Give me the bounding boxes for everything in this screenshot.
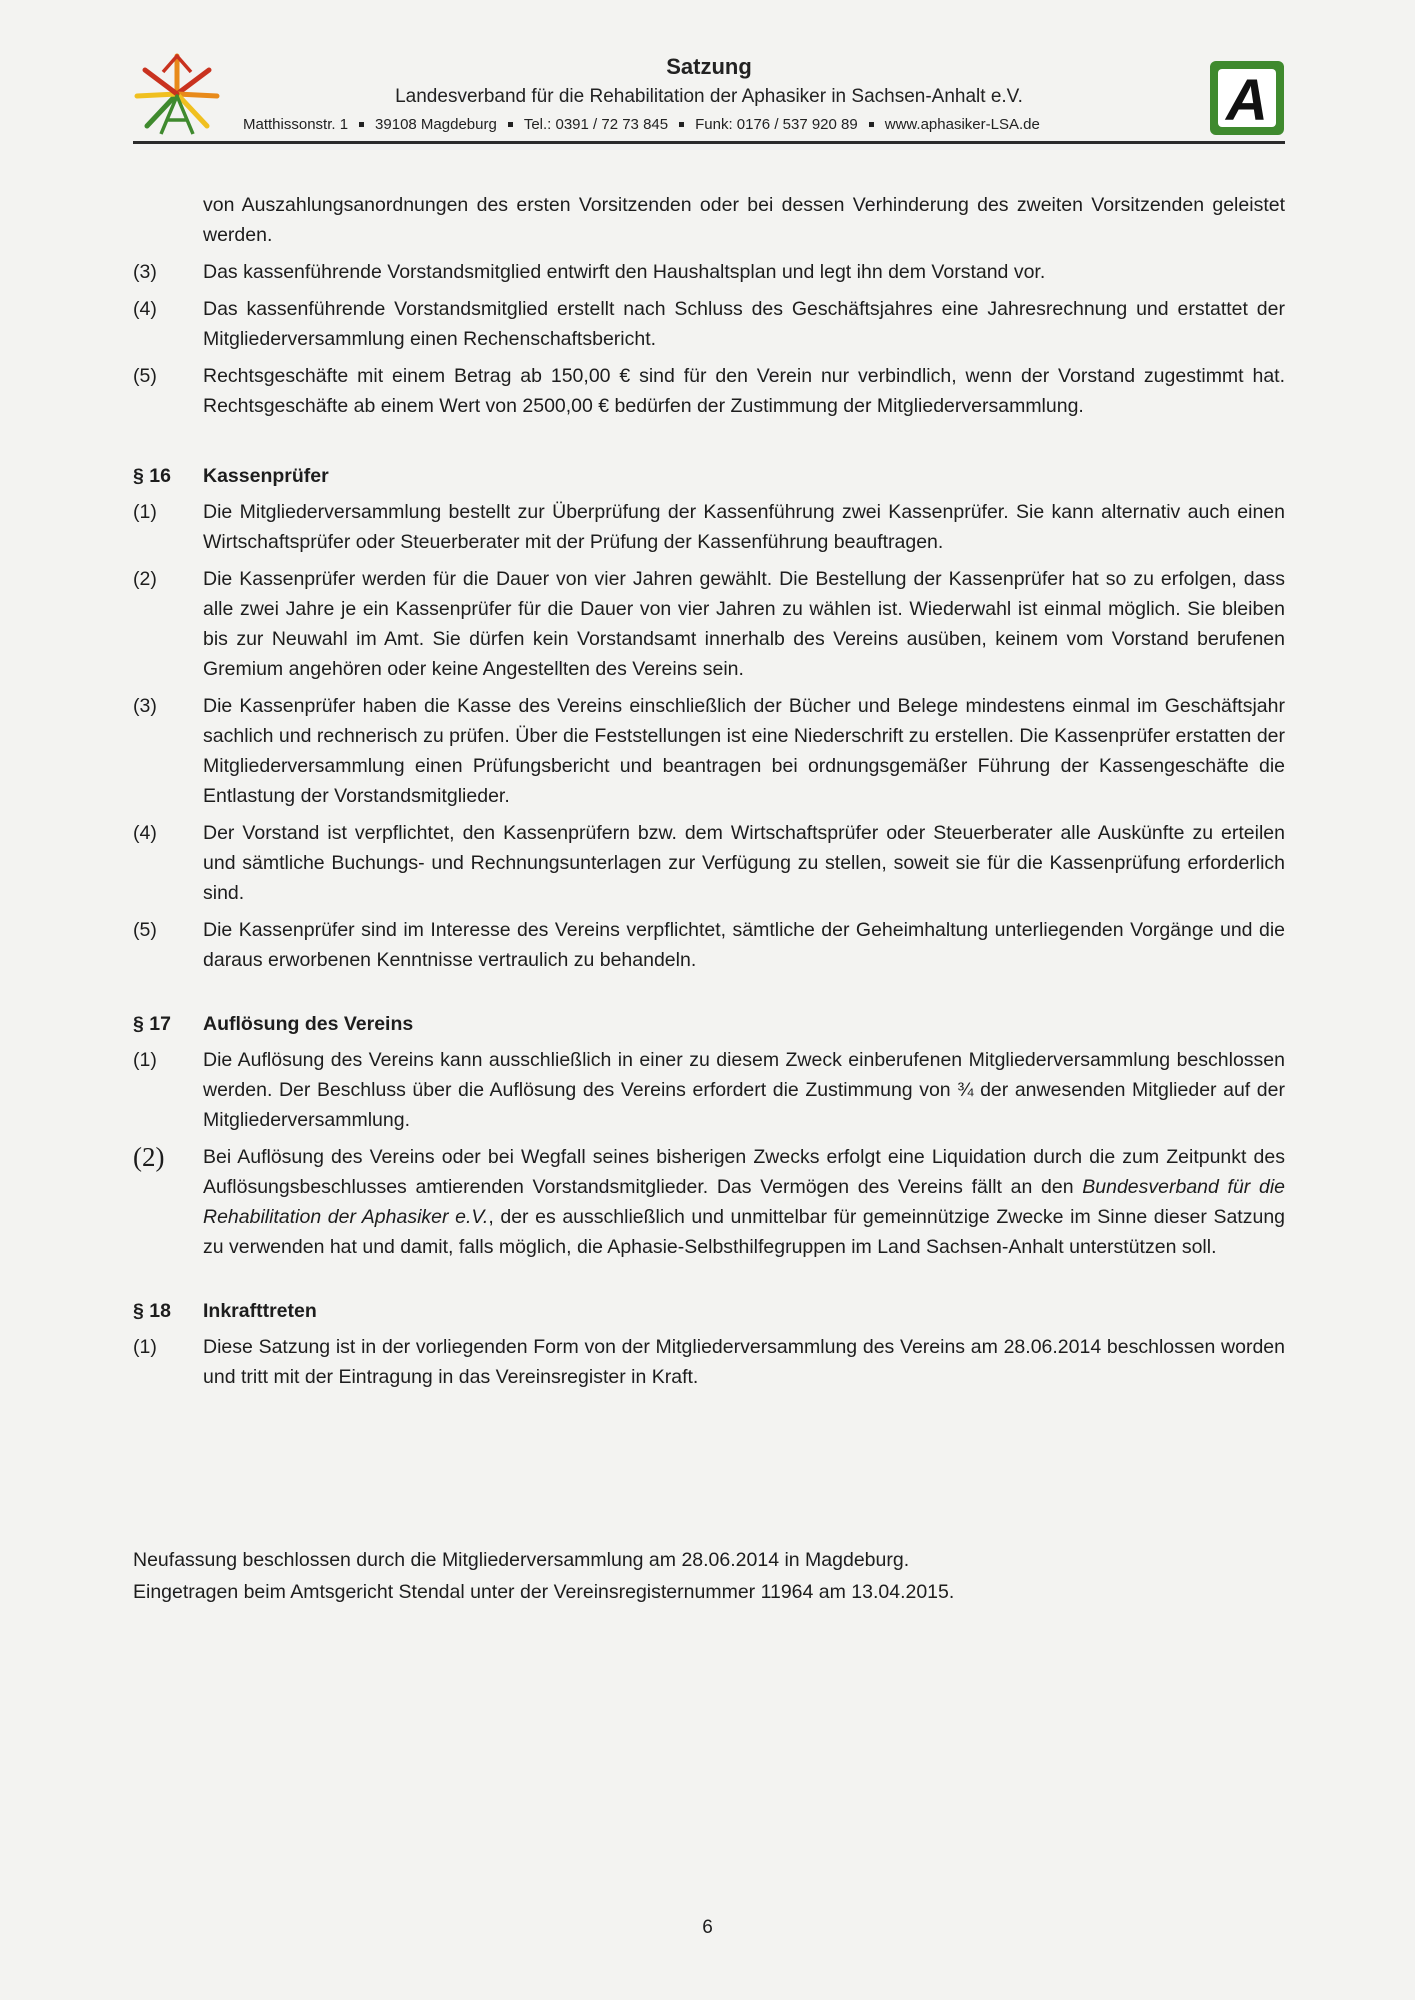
continued-paragraph xyxy=(133,190,1285,250)
item-number: (3) xyxy=(133,695,157,717)
paragraph-text: von Auszahlungsanordnungen des ersten Vorsitzenden oder bei dessen Verhinderung des zweiten Vorsitzenden geleistet werden. xyxy=(203,194,1285,246)
document-title: Satzung xyxy=(666,54,752,79)
item-number: (1) xyxy=(133,1336,157,1358)
page-number: 6 xyxy=(702,1917,713,1938)
item-text: Die Auflösung des Vereins kann ausschließlich in einer zu diesem Zweck einberufenen Mitgliederversammlung beschlossen werden. Der Beschluss über die Auflösung des Vereins erfordert die Zustimmung von ¾ der anwesenden Mitglieder auf der Mitgliederversammlung. xyxy=(203,1049,1285,1131)
paragraph-item xyxy=(133,1045,1285,1135)
item-text: Die Kassenprüfer werden für die Dauer von vier Jahren gewählt. Die Bestellung der Kassenprüfer hat so zu erfolgen, dass alle zwei Jahre je ein Kassenprüfer für die Dauer von vier Jahren zu wählen ist. Wiederwahl ist einmal möglich. Sie bleiben bis zur Neuwahl im Amt. Sie dürfen kein Vorstandsamt innerhalb des Vereins ausüben, keinem vom Vorstand berufenen Gremium angehören oder keine Angestellten des Vereins sein. xyxy=(203,568,1285,680)
section-heading-16 xyxy=(133,461,1285,491)
bullet-separator xyxy=(359,122,364,127)
section-title: Kassenprüfer xyxy=(203,465,329,487)
paragraph-item xyxy=(133,1332,1285,1392)
item-text: Das kassenführende Vorstandsmitglied erstellt nach Schluss des Geschäftsjahres eine Jahresrechnung und erstattet der Mitgliederversammlung einen Rechenschaftsbericht. xyxy=(203,298,1285,350)
logo-letter: A xyxy=(1226,68,1268,133)
registration-line: Eingetragen beim Amtsgericht Stendal unter der Vereinsregisternummer 11964 am 13.04.2015. xyxy=(133,1581,955,1603)
association-name: Landesverband für die Rehabilitation der Aphasiker in Sachsen-Anhalt e.V. xyxy=(395,86,1023,107)
item-text: Diese Satzung ist in der vorliegenden Form von der Mitgliederversammlung des Vereins am 28.06.2014 beschlossen worden und tritt mit der Eintragung in das Vereinsregister in Kraft. xyxy=(203,1336,1285,1388)
paragraph-item xyxy=(133,691,1285,811)
statute-body xyxy=(133,190,1285,1399)
item-number: (1) xyxy=(133,501,157,523)
item-text: Die Kassenprüfer haben die Kasse des Vereins einschließlich der Bücher und Belege mindestens einmal im Geschäftsjahr sachlich und rechnerisch zu prüfen. Über die Feststellungen ist eine Niederschrift zu erstellen. Die Kassenprüfer erstatten der Mitgliederversammlung einen Prüfungsbericht und beantragen bei ordnungsgemäßer Führung der Kassengeschäfte die Entlastung der Vorstandsmitglieder. xyxy=(203,695,1285,807)
header-divider xyxy=(133,141,1285,144)
contact-line xyxy=(243,116,1040,133)
section-title: Auflösung des Vereins xyxy=(203,1013,414,1035)
item-number: (1) xyxy=(133,1049,157,1071)
item-text: Der Vorstand ist verpflichtet, den Kassenprüfern bzw. dem Wirtschaftsprüfer oder Steuerberater alle Auskünfte zu erteilen und sämtliche Buchungs- und Rechnungsunterlagen zur Verfügung zu stellen, soweit sie für die Kassenprüfung erforderlich sind. xyxy=(203,822,1285,904)
section-title: Inkrafttreten xyxy=(203,1300,317,1322)
item-number: (2) xyxy=(133,568,157,590)
item-number: (4) xyxy=(133,298,157,320)
website: www.aphasiker-LSA.de xyxy=(884,116,1040,133)
paragraph-item xyxy=(133,497,1285,557)
item-number: (4) xyxy=(133,822,157,844)
paragraph-item xyxy=(133,915,1285,975)
registration-note xyxy=(133,1544,1285,1608)
paragraph-item xyxy=(133,257,1285,287)
item-text-part: Bei Auflösung des Vereins oder bei Wegfall seines bisherigen Zwecks erfolgt eine Liquidation durch die zum Zeitpunkt des Auflösungsbeschlusses amtierenden Vorstandsmitglieder. Das Vermögen des Vereins fällt an den xyxy=(203,1146,1285,1198)
item-text: Die Kassenprüfer sind im Interesse des Vereins verpflichtet, sämtliche der Geheimhaltung unterliegenden Vorgänge und die daraus erworbenen Kenntnisse vertraulich zu behandeln. xyxy=(203,919,1285,971)
section-number: § 18 xyxy=(133,1300,171,1322)
adoption-note: Neufassung beschlossen durch die Mitgliederversammlung am 28.06.2014 in Magdeburg. xyxy=(133,1549,910,1571)
section-heading-18 xyxy=(133,1296,1285,1326)
bullet-separator xyxy=(869,122,874,127)
item-number: (2) xyxy=(133,1142,165,1172)
paragraph-item xyxy=(133,1142,1285,1262)
telephone: Tel.: 0391 / 72 73 845 xyxy=(523,116,669,133)
item-number: (5) xyxy=(133,919,157,941)
mobile-phone: Funk: 0176 / 537 920 89 xyxy=(695,116,858,133)
section-heading-17 xyxy=(133,1009,1285,1039)
bullet-separator xyxy=(508,122,513,127)
item-text: Rechtsgeschäfte mit einem Betrag ab 150,00 € sind für den Verein nur verbindlich, wenn der Vorstand zugestimmt hat. Rechtsgeschäfte ab einem Wert von 2500,00 € bedürfen der Zustimmung der Mitgliederversammlung. xyxy=(203,365,1285,417)
item-text-part: , der es ausschließlich und unmittelbar für gemeinnützige Zwecke im Sinne dieser Satzung zu verwenden hat und damit, falls möglich, die Aphasie-Selbsthilfegruppen im Land Sachsen-Anhalt unterstützen soll. xyxy=(203,1206,1286,1258)
paragraph-item xyxy=(133,294,1285,354)
section-number: § 16 xyxy=(133,465,171,487)
item-text: Das kassenführende Vorstandsmitglied entwirft den Haushaltsplan und legt ihn dem Vorstand vor. xyxy=(203,261,1046,283)
item-number: (3) xyxy=(133,261,157,283)
section-number: § 17 xyxy=(133,1013,171,1035)
item-text: Die Mitgliederversammlung bestellt zur Überprüfung der Kassenführung zwei Kassenprüfer. Sie kann alternativ auch einen Wirtschaftsprüfer oder Steuerberater mit der Prüfung der Kassenführung beauftragen. xyxy=(203,501,1285,553)
item-number: (5) xyxy=(133,365,157,387)
paragraph-item xyxy=(133,818,1285,908)
address: Matthissonstr. 1 xyxy=(243,116,349,133)
federal-association-name: Bundesverband für die Rehabilitation der Aphasiker e.V. xyxy=(203,1176,1285,1228)
paragraph-item xyxy=(133,361,1285,421)
letterhead xyxy=(133,50,1285,144)
bullet-separator xyxy=(679,122,684,127)
aphasiker-a-logo-icon xyxy=(1209,60,1285,136)
city: 39108 Magdeburg xyxy=(375,116,497,133)
paragraph-item xyxy=(133,564,1285,684)
